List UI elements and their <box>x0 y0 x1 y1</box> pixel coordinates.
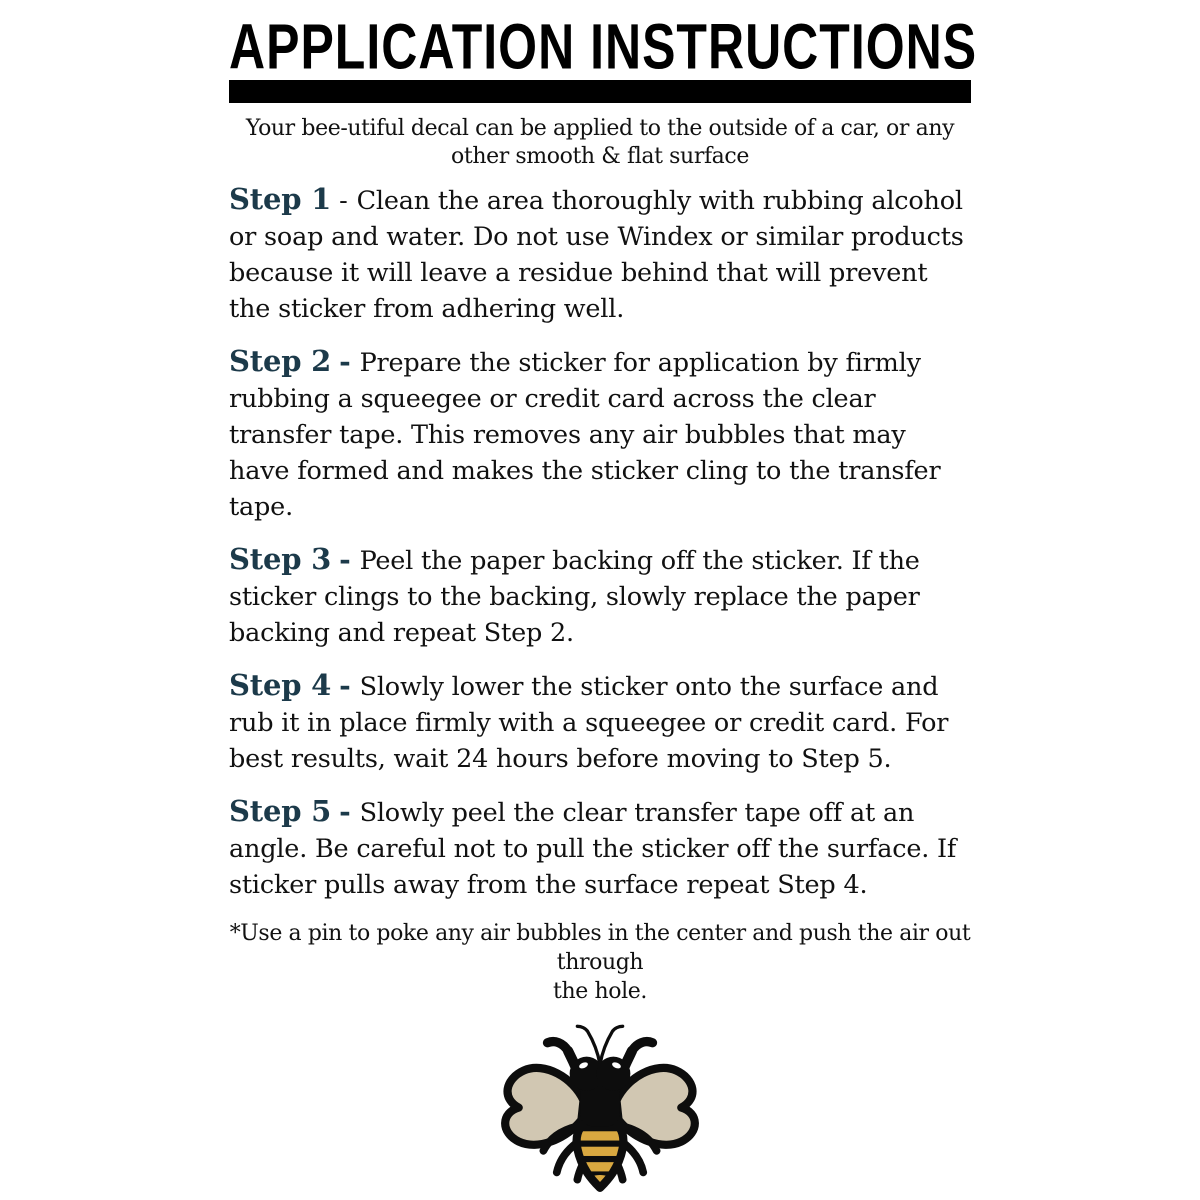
step-5-paragraph <box>229 793 971 903</box>
step-4-dash: - <box>339 669 351 702</box>
step-2-paragraph <box>229 343 971 525</box>
step-5-label: Step 5 <box>229 794 332 828</box>
step-1-label: Step 1 <box>229 182 332 216</box>
step-3-label: Step 3 <box>229 542 332 576</box>
step-3-paragraph <box>229 541 971 651</box>
step-5-text: Slowly peel the clear transfer tape off at an angle. Be careful not to pull the sticker off the surface. If sticker pulls away from the surface repeat Step 4. <box>229 798 957 900</box>
step-1-dash: - <box>339 186 348 216</box>
step-2-dash: - <box>339 345 351 378</box>
step-3-text: Peel the paper backing off the sticker. If the sticker clings to the backing, slowly replace the paper backing and repeat Step 2. <box>229 546 920 648</box>
step-2-text: Prepare the sticker for application by firmly rubbing a squeegee or credit card across the clear transfer tape. This removes any air bubbles that may have formed and makes the sticker cling to the transfer tape. <box>229 348 941 522</box>
step-4-label: Step 4 <box>229 668 332 702</box>
page-title: APPLICATION INSTRUCTIONS <box>229 11 978 83</box>
step-3-dash: - <box>339 543 351 576</box>
steps-list <box>229 181 971 903</box>
bee-logo-container <box>229 1016 971 1196</box>
content-column <box>229 0 978 1196</box>
step-1-paragraph <box>229 181 971 327</box>
step-4-text: Slowly lower the sticker onto the surface and rub it in place firmly with a squeegee or credit card. For best results, wait 24 hours before moving to Step 5. <box>229 672 949 774</box>
subtitle-line-2: other smooth & flat surface <box>451 144 749 169</box>
step-5-dash: - <box>339 795 351 828</box>
bee-arm-fist <box>548 1042 569 1051</box>
footnote-line-1: *Use a pin to poke any air bubbles in the center and push the air out through <box>229 921 971 975</box>
step-2-label: Step 2 <box>229 344 332 378</box>
footnote-line-2: the hole. <box>553 979 647 1004</box>
subtitle <box>229 115 971 171</box>
subtitle-line-1: Your bee-utiful decal can be applied to the outside of a car, or any <box>245 116 955 141</box>
footnote <box>229 919 971 1006</box>
step-1-text: Clean the area thoroughly with rubbing alcohol or soap and water. Do not use Windex or similar products because it will leave a residue behind that will prevent the sticker from adhering well. <box>229 186 964 324</box>
bee-icon <box>497 1016 703 1192</box>
step-4-paragraph <box>229 667 971 777</box>
